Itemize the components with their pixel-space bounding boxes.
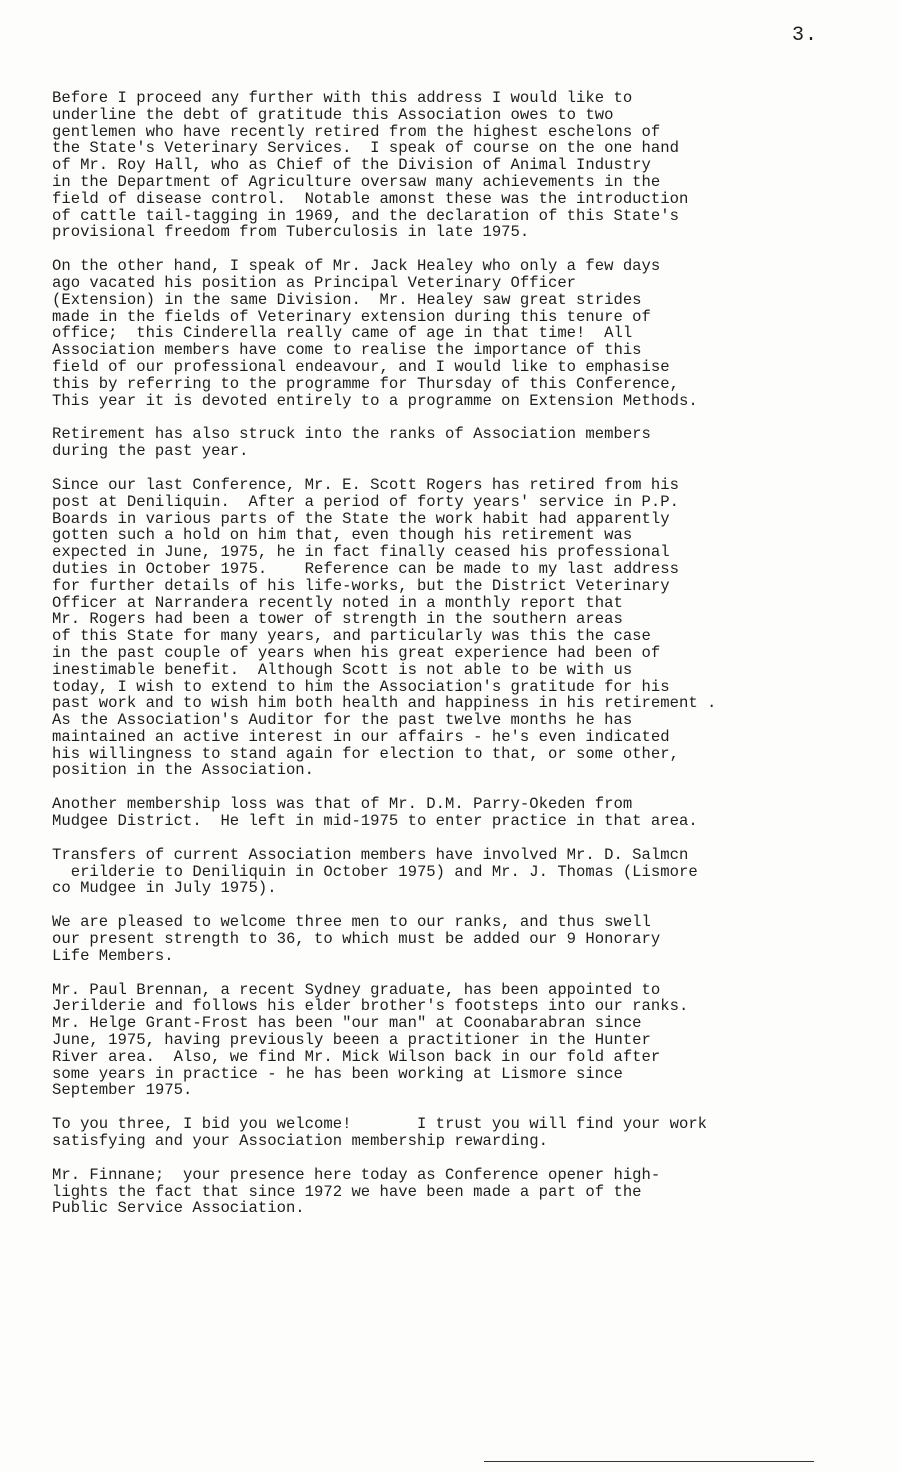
- text-line: during the past year.: [52, 442, 249, 461]
- text-line: Life Members.: [52, 946, 174, 965]
- text-line: of this State for many years, and particularly was this the case: [52, 627, 651, 646]
- text-line: This year it is devoted entirely to a programme on Extension Methods.: [52, 391, 698, 410]
- text-line: this by referring to the programme for Thursday of this Conference,: [52, 374, 679, 393]
- paragraph: [52, 1167, 832, 1217]
- text-line: Transfers of current Association members have involved Mr. D. Salmcn: [52, 845, 689, 864]
- text-line: of Mr. Roy Hall, who as Chief of the Division of Animal Industry: [52, 156, 651, 175]
- text-line: position in the Association.: [52, 761, 315, 780]
- text-line: in the past couple of years when his great experience had been of: [52, 643, 661, 662]
- text-line: satisfying and your Association membership rewarding.: [52, 1132, 548, 1151]
- text-line: Jerilderie and follows his elder brother's footsteps into our ranks.: [52, 997, 689, 1016]
- text-line: Mr. Helge Grant-Frost has been "our man" at Coonabarabran since: [52, 1014, 642, 1033]
- text-line: office; this Cinderella really came of age in that time! All: [52, 324, 633, 343]
- paragraph: [52, 914, 832, 964]
- text-line: made in the fields of Veterinary extension during this tenure of: [52, 307, 651, 326]
- text-line: underline the debt of gratitude this Association owes to two: [52, 105, 614, 124]
- paragraph: [52, 847, 832, 897]
- paragraph: [52, 796, 832, 830]
- text-line: We are pleased to welcome three men to our ranks, and thus swell: [52, 913, 651, 932]
- text-line: field of disease control. Notable amonst these was the introduction: [52, 189, 689, 208]
- text-line: of cattle tail-tagging in 1969, and the declaration of this State's: [52, 206, 679, 225]
- paragraph: [52, 477, 832, 779]
- text-line: some years in practice - he has been working at Lismore since: [52, 1064, 623, 1083]
- text-line: his willingness to stand again for election to that, or some other,: [52, 744, 679, 763]
- text-line: Public Service Association.: [52, 1199, 305, 1218]
- text-line: our present strength to 36, to which must be added our 9 Honorary: [52, 930, 661, 949]
- text-line: for further details of his life-works, but the District Veterinary: [52, 576, 670, 595]
- text-line: provisional freedom from Tuberculosis in late 1975.: [52, 223, 530, 242]
- text-line: the State's Veterinary Services. I speak of course on the one hand: [52, 139, 679, 158]
- text-line: lights the fact that since 1972 we have been made a part of the: [52, 1182, 642, 1201]
- text-line: On the other hand, I speak of Mr. Jack Healey who only a few days: [52, 257, 661, 276]
- text-line: duties in October 1975. Reference can be made to my last address: [52, 559, 679, 578]
- text-line: gotten such a hold on him that, even though his retirement was: [52, 526, 633, 545]
- text-line: past work and to wish him both health and happiness in his retirement .: [52, 694, 717, 713]
- text-line: Mr. Rogers had been a tower of strength in the southern areas: [52, 610, 623, 629]
- text-line: Boards in various parts of the State the work habit had apparently: [52, 509, 670, 528]
- text-line: inestimable benefit. Although Scott is not able to be with us: [52, 660, 633, 679]
- text-line: co Mudgee in July 1975).: [52, 879, 277, 898]
- text-line: River area. Also, we find Mr. Mick Wilson back in our fold after: [52, 1047, 661, 1066]
- text-line: September 1975.: [52, 1081, 193, 1100]
- footer-rule: [484, 1461, 814, 1462]
- text-line: Before I proceed any further with this address I would like to: [52, 89, 633, 107]
- text-line: today, I wish to extend to him the Association's gratitude for his: [52, 677, 670, 696]
- paragraph: [52, 426, 832, 460]
- paragraph: [52, 90, 832, 241]
- text-line: Officer at Narrandera recently noted in a monthly report that: [52, 593, 623, 612]
- text-line: maintained an active interest in our affairs - he's even indicated: [52, 727, 670, 746]
- text-line: in the Department of Agriculture oversaw many achievements in the: [52, 172, 661, 191]
- text-line: expected in June, 1975, he in fact finally ceased his professional: [52, 543, 670, 562]
- text-line: Retirement has also struck into the ranks of Association members: [52, 425, 651, 444]
- page-number: 3.: [792, 24, 819, 47]
- text-line: Mudgee District. He left in mid-1975 to enter practice in that area.: [52, 812, 698, 831]
- text-line: ago vacated his position as Principal Veterinary Officer: [52, 273, 577, 292]
- text-line: erilderie to Deniliquin in October 1975) and Mr. J. Thomas (Lismore: [52, 862, 698, 881]
- paragraph: [52, 258, 832, 409]
- text-line: field of our professional endeavour, and I would like to emphasise: [52, 357, 670, 376]
- paragraph: [52, 982, 832, 1100]
- document-body: [52, 90, 832, 1234]
- text-line: Association members have come to realise the importance of this: [52, 341, 642, 360]
- text-line: Another membership loss was that of Mr. D.M. Parry-Okeden from: [52, 795, 633, 814]
- text-line: gentlemen who have recently retired from the highest eschelons of: [52, 122, 661, 141]
- text-line: Since our last Conference, Mr. E. Scott Rogers has retired from his: [52, 475, 679, 494]
- text-line: Mr. Finnane; your presence here today as Conference opener high-: [52, 1165, 661, 1184]
- text-line: To you three, I bid you welcome! I trust you will find your work: [52, 1115, 708, 1134]
- text-line: As the Association's Auditor for the past twelve months he has: [52, 711, 633, 730]
- text-line: Mr. Paul Brennan, a recent Sydney graduate, has been appointed to: [52, 980, 661, 999]
- paragraph: [52, 1116, 832, 1150]
- text-line: (Extension) in the same Division. Mr. Healey saw great strides: [52, 290, 642, 309]
- text-line: June, 1975, having previously beeen a practitioner in the Hunter: [52, 1031, 651, 1050]
- text-line: post at Deniliquin. After a period of forty years' service in P.P.: [52, 492, 679, 511]
